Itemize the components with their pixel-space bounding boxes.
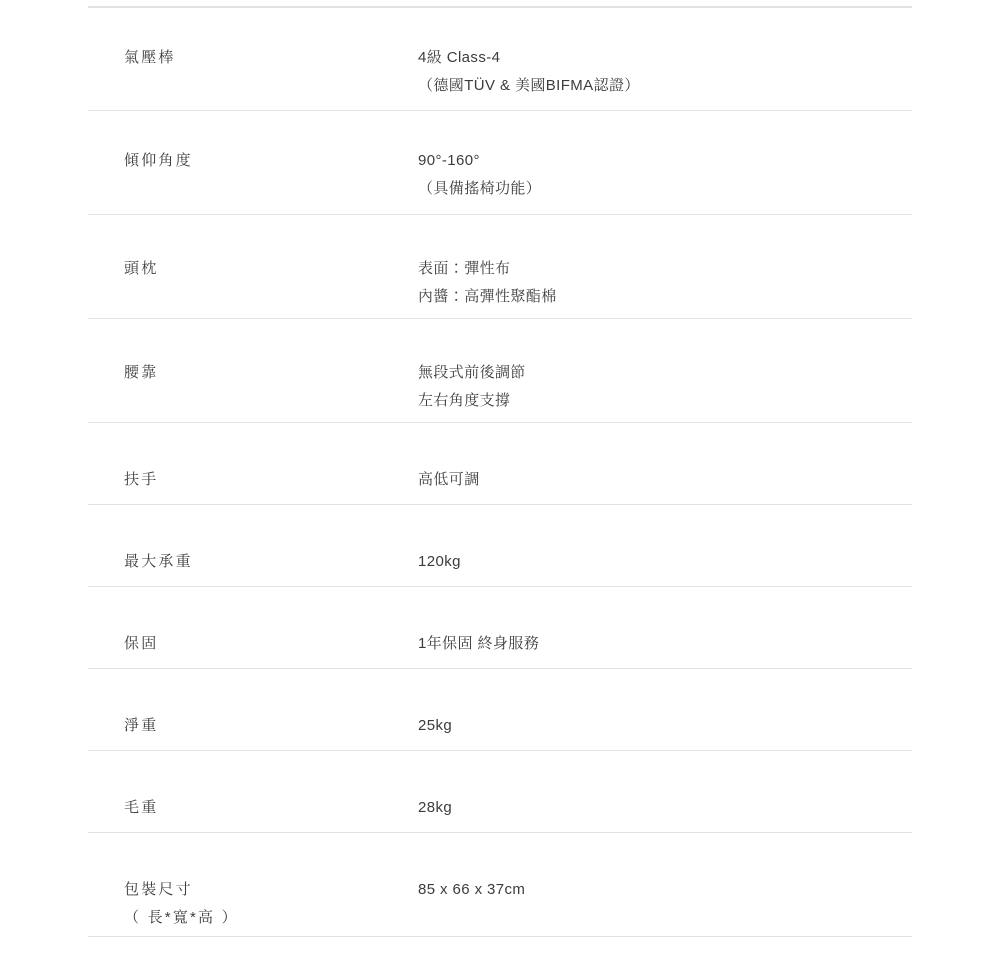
spec-value <box>418 630 912 658</box>
spec-value <box>418 876 912 904</box>
spec-value <box>418 794 912 822</box>
spec-label-text: 扶手 <box>124 471 159 488</box>
spec-label-text: 最大承重 <box>124 553 193 570</box>
spec-label <box>88 147 418 175</box>
spec-label-subtext: （ 長*寬*高 ） <box>124 909 239 926</box>
spec-label-text: 包裝尺寸 <box>124 881 193 898</box>
table-row <box>88 215 912 319</box>
table-row <box>88 669 912 751</box>
spec-value <box>418 44 912 100</box>
spec-value <box>418 466 912 494</box>
spec-value-line: 無段式前後調節 <box>418 364 526 381</box>
spec-label-text: 頭枕 <box>124 260 159 277</box>
table-row <box>88 751 912 833</box>
spec-label-text: 淨重 <box>124 717 159 734</box>
spec-value <box>418 255 912 311</box>
table-row <box>88 111 912 215</box>
table-row <box>88 423 912 505</box>
table-row <box>88 7 912 111</box>
spec-value <box>418 712 912 740</box>
spec-label <box>88 359 418 387</box>
spec-label-text: 腰靠 <box>124 364 159 381</box>
table-row <box>88 587 912 669</box>
spec-value-line: 85 x 66 x 37cm <box>418 881 526 898</box>
spec-value-line: 90°-160° <box>418 152 480 169</box>
spec-value-line: 表面：彈性布 <box>418 260 511 277</box>
spec-label <box>88 255 418 283</box>
specification-table <box>0 7 1000 937</box>
spec-value <box>418 359 912 415</box>
spec-value-line: 120kg <box>418 553 461 570</box>
spec-label <box>88 712 418 740</box>
spec-value-line: 內醬：高彈性聚酯棉 <box>418 288 557 305</box>
spec-value-line: 4級 Class-4 <box>418 49 501 66</box>
spec-value <box>418 147 912 203</box>
spec-label-text: 氣壓棒 <box>124 49 176 66</box>
spec-value-line: 左右角度支撐 <box>418 392 511 409</box>
spec-label <box>88 630 418 658</box>
spec-label-text: 傾仰角度 <box>124 152 193 169</box>
spec-value-line: 25kg <box>418 717 453 734</box>
spec-value-line: 1年保固 終身服務 <box>418 635 540 652</box>
spec-value-line: 28kg <box>418 799 453 816</box>
spec-label <box>88 44 418 72</box>
spec-label <box>88 466 418 494</box>
table-row <box>88 319 912 423</box>
spec-value <box>418 548 912 576</box>
spec-label-text: 保固 <box>124 635 159 652</box>
table-row <box>88 505 912 587</box>
spec-value-line: （具備搖椅功能） <box>418 180 542 197</box>
spec-value-line: （德國TÜV & 美國BIFMA認證） <box>418 77 640 94</box>
spec-label <box>88 794 418 822</box>
spec-value-line: 高低可調 <box>418 471 480 488</box>
spec-label <box>88 548 418 576</box>
table-row <box>88 833 912 937</box>
spec-label-text: 毛重 <box>124 799 159 816</box>
spec-label <box>88 876 418 932</box>
table-top-divider <box>88 0 912 7</box>
